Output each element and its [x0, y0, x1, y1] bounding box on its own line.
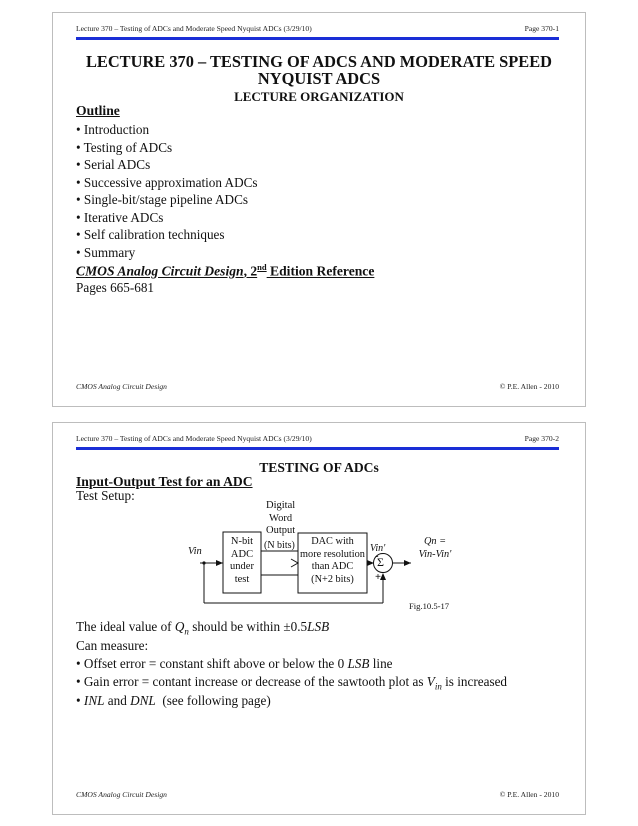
can-measure-line: Can measure:: [76, 638, 149, 653]
reference-pages: Pages 665-681: [76, 280, 155, 295]
qn-label: Qn = Vin-Vin': [418, 536, 452, 560]
diagram-wiring: [53, 423, 587, 623]
nbits-label: (N bits): [264, 540, 295, 551]
header-page-number: Page 370-1: [524, 24, 559, 33]
header-lecture-title: Lecture 370 – Testing of ADCs and Moderate Speed Nyquist ADCs (3/29/10): [76, 434, 312, 443]
offset-error-line: • Offset error = constant shift above or below the 0 LSB line: [76, 656, 393, 671]
outline-heading: Outline: [76, 103, 120, 118]
footer-book-title: CMOS Analog Circuit Design: [76, 382, 167, 391]
reference-edition-sup: nd: [257, 262, 267, 272]
footer-copyright: © P.E. Allen - 2010: [499, 382, 559, 391]
test-setup-label: Test Setup:: [76, 488, 135, 503]
header-rule: [76, 37, 559, 40]
outline-item: • Self calibration techniques: [76, 227, 225, 242]
outline-item: • Introduction: [76, 122, 150, 137]
vin-prime-label: Vin': [370, 543, 386, 554]
minus-sign: -: [375, 551, 379, 562]
dac-label: DAC with more resolution than ADC (N+2 bits): [300, 536, 365, 585]
reference-book-title: CMOS Analog Circuit Design: [76, 263, 244, 279]
gain-error-line: • Gain error = contant increase or decrease of the sawtooth plot as $V_{in}$ is increased: [76, 674, 508, 692]
header-page-number: Page 370-2: [524, 434, 559, 443]
figure-number: Fig.10.5-17: [409, 601, 450, 611]
header-lecture-title: Lecture 370 – Testing of ADCs and Moderate Speed Nyquist ADCs (3/29/10): [76, 24, 312, 33]
ideal-value-line: The ideal value of $Q_n$ should be within ±0.5LSB: [76, 619, 330, 637]
reference-line: [76, 262, 374, 280]
adc-label: N-bit ADC under test: [230, 536, 254, 585]
plus-sign: +: [375, 572, 381, 583]
slide-page-1: [52, 12, 586, 407]
sigma-symbol: Σ: [377, 555, 384, 569]
footer-book-title: CMOS Analog Circuit Design: [76, 790, 167, 799]
reference-edition-prefix: , 2: [243, 263, 258, 279]
section-subtitle: LECTURE ORGANIZATION: [234, 89, 404, 104]
vin-label: Vin: [188, 546, 202, 557]
reference-edition-suffix: Edition Reference: [266, 263, 375, 279]
footer-copyright: © P.E. Allen - 2010: [499, 790, 559, 799]
test-setup-diagram: [53, 423, 587, 623]
inl-dnl-line: • INL and DNL (see following page): [76, 693, 271, 708]
section-heading: Input-Output Test for an ADC: [76, 474, 253, 489]
outline-item: • Single-bit/stage pipeline ADCs: [76, 192, 249, 207]
page-title: LECTURE 370 – TESTING OF ADCS AND MODERATE SPEED NYQUIST ADCS: [85, 52, 552, 88]
slide-page-2: [52, 422, 586, 815]
page-title: TESTING OF ADCs: [259, 460, 379, 475]
digital-word-label: Digital Word Output: [266, 500, 296, 536]
outline-item: • Testing of ADCs: [76, 140, 173, 155]
outline-item: • Iterative ADCs: [76, 210, 164, 225]
outline-item: • Successive approximation ADCs: [76, 175, 258, 190]
outline-item: • Summary: [76, 245, 136, 260]
outline-item: • Serial ADCs: [76, 157, 151, 172]
